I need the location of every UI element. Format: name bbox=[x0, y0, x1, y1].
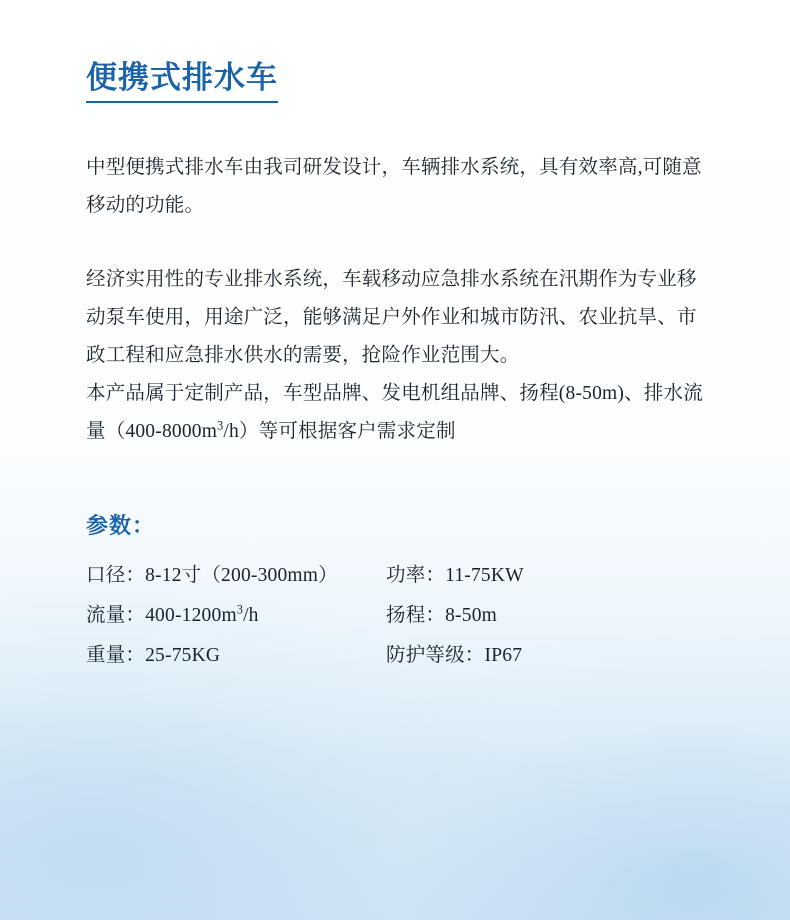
spec-flow-before: 流量：400-1200m bbox=[86, 605, 237, 627]
spec-weight: 重量：25-75KG bbox=[86, 645, 221, 667]
spec-flow-after: /h bbox=[243, 605, 259, 627]
page-title bbox=[86, 0, 278, 103]
specs-table bbox=[86, 556, 666, 676]
spec-protection-rating: 防护等级：IP67 bbox=[386, 645, 523, 667]
content-column bbox=[86, 0, 706, 676]
customization-text-before: 本产品属于定制产品，车型品牌、发电机组品牌、扬程(8-50m)、排水流量（400-8000m bbox=[86, 383, 703, 443]
title-underline bbox=[86, 101, 278, 103]
table-row bbox=[86, 556, 666, 596]
spec-flow bbox=[86, 596, 386, 636]
customization-paragraph bbox=[86, 375, 706, 451]
spec-power: 功率：11-75KW bbox=[386, 565, 524, 587]
spec-diameter: 口径：8-12寸（200-300mm） bbox=[86, 565, 338, 587]
spec-head: 扬程：8-50m bbox=[386, 605, 498, 627]
intro-paragraph: 中型便携式排水车由我司研发设计，车辆排水系统，具有效率高,可随意移动的功能。 bbox=[86, 157, 702, 217]
table-row bbox=[86, 596, 666, 636]
cubic-meter-exponent: 3 bbox=[217, 418, 224, 433]
table-row bbox=[86, 636, 666, 676]
specs-heading: 参数： bbox=[86, 513, 156, 539]
description-paragraph: 经济实用性的专业排水系统，车载移动应急排水系统在汛期作为专业移动泵车使用，用途广泛，能够满足户外作业和城市防汛、农业抗旱、市政工程和应急排水供水的需要，抢险作业范围大。 bbox=[86, 269, 697, 367]
page-title-text: 便携式排水车 bbox=[86, 60, 278, 95]
cubic-meter-exponent: 3 bbox=[236, 602, 244, 617]
customization-text-after: /h）等可根据客户需求定制 bbox=[223, 421, 456, 443]
